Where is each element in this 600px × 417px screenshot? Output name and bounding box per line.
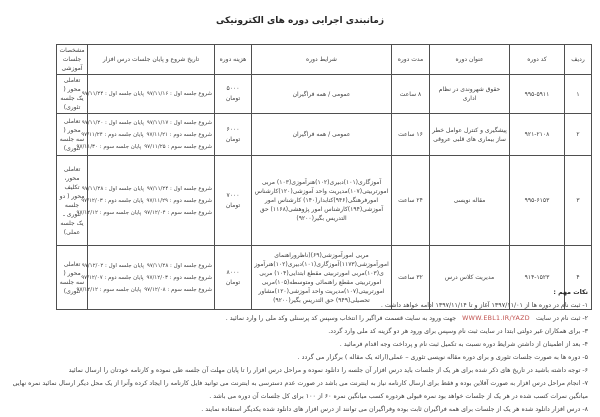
note-site-suffix: جهت ورود به سایت قسمت فراگیر را انتخاب وسپس کد پرسنلی وکد ملی را وارد نمائید . xyxy=(225,315,457,322)
cost-unit: تومان xyxy=(225,201,241,209)
session-date-line xyxy=(81,88,212,100)
registration-site-link[interactable]: WWW.EBL1.IR/YAZD xyxy=(462,315,530,322)
conditions-cell: عمومی / همه فراگیران xyxy=(252,75,392,114)
column-header-conditions: شرایط دوره xyxy=(252,45,392,75)
session-format-cell: تعاملی محور ( سه جلسه تئوری) xyxy=(57,246,88,310)
conditions-cell: مربی امورآموزشی(۶۹)(ناظروراهنمای امورآموزشی(۱۱۷۳)آموزگاری(۱۰۱)دبیری(۱۰۲)هنرآموزی(۱۰۳)مربی امورتربیتی مقطع ابتدایی(۱۰۴) مربی امورتربیتی مقطع راهنمائی ومتوسطه(۱۰۵)مربی امورتربیتی(۱۰۷)مدیریت واحد آموزشی(۱۲۰)مشاور تحصیلی(۹۴۹) حق التدریس بگیر(۹۲۰۰) xyxy=(252,246,392,310)
column-header-duration: مدت دوره xyxy=(392,45,430,75)
note-registration-dates: ۱- ثبت نام در دوره ها از ۱۳۹۷/۱۱/۰۱ آغاز و تا ۱۳۹۷/۱۱/۱۴ ادامه خواهد داشت . xyxy=(380,302,588,309)
note-site-prefix: ۲- ثبت نام در سایت xyxy=(535,315,588,322)
document-title: زمانبندی اجرایی دوره های الکترونیکی xyxy=(215,16,385,26)
session-start-date: شروع جلسه اول : ۹۷/۱۱/۱۶ xyxy=(146,91,212,97)
notes-section xyxy=(6,286,588,416)
conditions-cell: عمومی / همه فراگیران xyxy=(252,114,392,156)
session-end-date: پایان جلسه اول : ۹۷/۱۱/۲۸ xyxy=(81,185,144,192)
session-end-date: پایان جلسه دوم : ۹۷/۱۱/۲۴ xyxy=(81,131,144,138)
session-end-date: پایان جلسه سوم : ۹۷/۱۲/۱۲ xyxy=(76,209,142,216)
course-code-cell: ۹۹۵-۵۹۱۱ xyxy=(510,75,565,114)
session-format-cell: تعاملی محور ( سه جلسه تئوری) xyxy=(57,114,88,156)
session-date-line xyxy=(81,129,212,141)
duration-cell: ۲۴ ساعت xyxy=(392,156,430,246)
session-date-line xyxy=(81,272,212,284)
conditions-cell: آموزگاری(۱۰۱)دبیری(۱۰۲)هنرآموزی(۱۰۳) مربی امورتربیتی(۱۰۷)مدیریت واحد آموزشی(۱۲۰)کارشناس امورفرهنگی(۹۴۶)کتابدار(۱۴۰) کارشناس امور آموزشی(۱۹۴)کارشناس امور پژوهشی(۱۱۶۸) حق التدریس بگیر(۹۲۰۰) xyxy=(252,156,392,246)
note-non-government-staff: ۳- برای همکاران غیر دولتی ابتدا در سایت ثبت نام وسپس برای ورود هر دو گزینه کد ملی وارد گردد. xyxy=(328,328,588,335)
note-download-deadlines: ۶- توجه داشته باشید در تاریخ های ذکر شده برای هر یک از جلسات باید درس افزار آن جلسه را دانلود نموده و مراحل درس افزار را تا پایان مهلت آن جلسه طی نموده و کارنامه خودتان را ارسال نمائید xyxy=(68,367,588,374)
schedule-cell xyxy=(76,156,215,246)
schedule-cell xyxy=(81,75,215,114)
session-date-line xyxy=(81,195,212,207)
column-header-cost: هزینه دوره xyxy=(215,45,252,75)
session-format-cell: تعاملی محور، تکلیف محور ( دو جلسه تئوری ـ یک جلسه عملی) xyxy=(57,156,88,246)
cost-cell xyxy=(215,114,252,156)
course-title-cell: پیشگیری و کنترل عوامل خطر ساز بیماری های قلبی عروقی xyxy=(430,114,510,156)
session-format-cell: تعاملی محور ( یک جلسه تئوری) xyxy=(57,75,88,114)
row-number-cell: ۱ xyxy=(565,75,592,114)
session-end-date: پایان جلسه سوم : ۹۷/۱۱/۳۰ xyxy=(76,143,142,150)
cost-amount: ۶۰۰۰ xyxy=(226,125,240,133)
course-schedule-table xyxy=(56,44,592,310)
cost-unit: تومان xyxy=(225,135,241,143)
session-start-date: شروع جلسه دوم : ۹۷/۱۲/۰۳ xyxy=(146,274,212,281)
course-title-cell: حقوق شهروندی در نظام اداری xyxy=(430,75,510,114)
note-payment: ۴- بعد از اطمینان از داشتن شرایط دوره نسبت به تکمیل ثبت نام و پرداخت وجه اقدام فرمائید . xyxy=(339,341,588,348)
session-end-date: پایان جلسه دوم : ۹۷/۱۲/۰۷ xyxy=(81,274,144,281)
cost-amount: ۵۰۰۰ xyxy=(226,85,240,92)
note-offline-process-and-passing-grade: ۷- انجام مراحل درس افزار به صورت آفلاین بوده و فقط برای ارسال کارنامه نیاز به اینترنت می باشد در صورت عدم دسترسی به اینترنت می توانید فایل کارنامه را ایجاد کرده وآنرا از یک محل دیگر ارسال نمائید نمره نهایی میانگین نمرات کسب شده در هر یک از جلسات خواهد بود نمره قبولی هردوره کسب میانگین نمره ۶۰ از ۱۰۰ برای کل جلسات آن دوره می باشد . xyxy=(12,380,588,400)
cost-cell xyxy=(215,75,252,114)
course-code-cell: ۹۹۵-۶۱۵۳ xyxy=(510,156,565,246)
session-start-date: شروع جلسه سوم : ۹۷/۱۲/۰۴ xyxy=(144,209,212,216)
session-end-date: پایان جلسه دوم : ۹۷/۱۲/۰۳ xyxy=(81,197,144,204)
column-header-session-format: مشخصات جلسات آموزشی xyxy=(57,45,88,75)
cost-amount: ۷۰۰۰ xyxy=(226,191,240,199)
cost-cell xyxy=(215,156,252,246)
session-end-date: پایان جلسه سوم : ۹۷/۱۲/۱۲ xyxy=(76,286,142,293)
session-start-date: شروع جلسه دوم : ۹۷/۱۱/۲۹ xyxy=(146,197,212,204)
duration-cell: ۸ ساعت xyxy=(392,75,430,114)
course-code-cell: ۹۱۴-۱۵۲۳ xyxy=(510,246,565,310)
session-date-line xyxy=(81,183,212,195)
notes-title: نکات مهم : xyxy=(553,289,588,296)
session-end-date: پایان جلسه اول : ۹۷/۱۱/۲۴ xyxy=(81,91,144,97)
column-header-course-title: عنوان دوره xyxy=(430,45,510,75)
session-start-date: شروع جلسه اول : ۹۷/۱۱/۲۴ xyxy=(146,185,212,192)
session-date-line xyxy=(81,260,212,272)
note-session-types: ۵- دوره ها به صورت جلسات تئوری و برای دوره مقاله نویسی تئوری – عملی(ارائه یک مقاله ) برگزار می گردد . xyxy=(297,354,588,361)
course-title-cell: مقاله نویسی xyxy=(430,156,510,246)
row-number-cell: ۳ xyxy=(565,156,592,246)
session-start-date: شروع جلسه اول : ۹۷/۱۱/۲۸ xyxy=(146,262,212,269)
row-number-cell: ۴ xyxy=(565,246,592,310)
cost-amount: ۸۰۰۰ xyxy=(226,268,240,276)
course-title-cell: مدیریت کلاس درس xyxy=(430,246,510,310)
session-date-line xyxy=(76,207,212,219)
column-header-row-number: ردیف xyxy=(565,45,592,75)
session-date-line xyxy=(76,141,212,153)
schedule-cell xyxy=(76,114,215,156)
table-header-row xyxy=(57,45,592,75)
column-header-schedule: تاریخ شروع و پایان جلسات درس افزار xyxy=(88,45,215,75)
cost-unit: تومان xyxy=(225,278,241,286)
session-start-date: شروع جلسه سوم : ۹۷/۱۲/۰۸ xyxy=(144,286,212,293)
session-start-date: شروع جلسه دوم : ۹۷/۱۱/۲۱ xyxy=(146,131,212,138)
table-row xyxy=(57,75,592,114)
note-shared-courseware: ۸- درس افزار دانلود شده هر یک از جلسات برای همه فراگیران ثابت بوده وفراگیران می توانند از درس افزار های دانلود شده یکدیگر استفاده نمایند . xyxy=(201,406,588,413)
session-end-date: پایان جلسه اول : ۹۷/۱۱/۲۰ xyxy=(81,119,144,126)
column-header-course-code: کد دوره xyxy=(510,45,565,75)
row-number-cell: ۲ xyxy=(565,114,592,156)
duration-cell: ۱۶ ساعت xyxy=(392,114,430,156)
session-start-date: شروع جلسه سوم : ۹۷/۱۱/۲۵ xyxy=(144,143,212,150)
table-row xyxy=(57,114,592,156)
session-date-line xyxy=(81,117,212,129)
session-end-date: پایان جلسه اول : ۹۷/۱۲/۰۲ xyxy=(81,262,144,269)
table-row xyxy=(57,156,592,246)
cost-unit: تومان xyxy=(225,95,241,102)
course-code-cell: ۹۲۱-۲۱۰۸ xyxy=(510,114,565,156)
session-start-date: شروع جلسه اول : ۹۷/۱۱/۱۷ xyxy=(146,119,212,126)
note-registration-site xyxy=(6,312,588,325)
duration-cell: ۳۲ ساعت xyxy=(392,246,430,310)
